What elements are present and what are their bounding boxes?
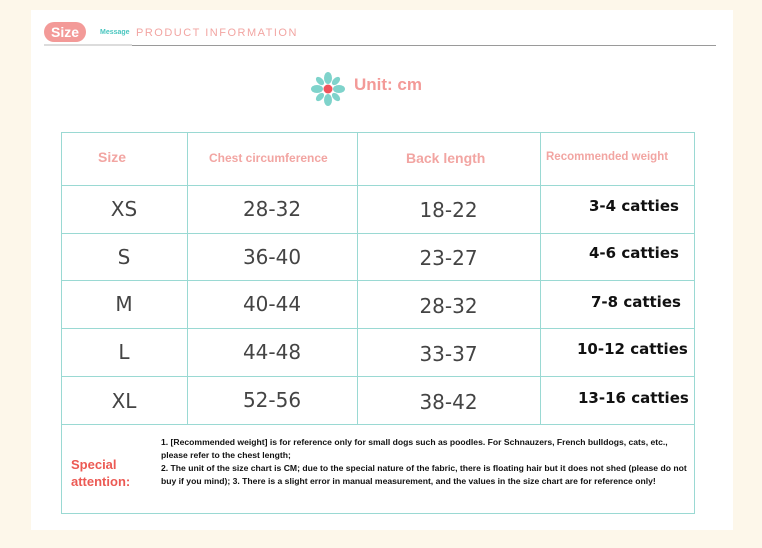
column-header-chest: Chest circumference: [209, 151, 328, 165]
table-cell-size: XL: [111, 389, 137, 413]
table-cell-weight: 10-12 catties: [577, 340, 688, 358]
table-cell-back: 28-32: [419, 294, 478, 318]
table-cell-chest: 52-56: [242, 388, 302, 412]
special-attention-line1: Special: [71, 457, 117, 472]
special-attention-label: [71, 456, 130, 490]
table-cell-chest: 36-40: [242, 245, 302, 269]
message-tag: Message: [100, 29, 130, 36]
row-divider: [61, 424, 695, 425]
column-header-back: Back length: [406, 150, 486, 166]
col-divider: [187, 132, 188, 425]
section-title: PRODUCT INFORMATION: [136, 27, 298, 39]
attention-note-1: 1. [Recommended weight] is for reference only for small dogs such as poodles. For Schnauzers, French bulldogs, cats, etc., please refer to the chest length;: [161, 437, 668, 460]
size-badge: Size: [44, 22, 86, 42]
table-cell-back: 18-22: [419, 198, 478, 222]
table-cell-back: 23-27: [419, 246, 478, 270]
col-divider: [357, 132, 358, 425]
column-header-weight: Recommended weight: [546, 151, 669, 163]
table-cell-weight: 13-16 catties: [578, 389, 689, 407]
col-divider: [540, 132, 541, 425]
special-attention-line2: attention:: [71, 474, 131, 489]
row-divider: [61, 376, 695, 377]
header-divider-accent: [44, 44, 132, 46]
table-cell-back: 33-37: [419, 342, 478, 366]
table-cell-weight: 7-8 catties: [591, 293, 681, 311]
flower-icon: [311, 72, 345, 106]
header-divider: [44, 45, 716, 46]
table-cell-weight: 3-4 catties: [589, 197, 679, 215]
table-cell-size: S: [117, 245, 131, 269]
column-header-size: Size: [98, 149, 127, 165]
row-divider: [61, 328, 695, 329]
table-cell-size: XS: [110, 197, 138, 221]
table-cell-weight: 4-6 catties: [589, 244, 679, 262]
attention-note-2: 2. The unit of the size chart is CM; due to the special nature of the fabric, there is floating hair but it does not shed (please do not buy if you mind); 3. There is a slight error in manual measurement, and the values in the size chart are for reference only!: [161, 463, 687, 486]
table-cell-chest: 40-44: [242, 292, 302, 316]
table-cell-size: M: [115, 292, 133, 316]
row-divider: [61, 233, 695, 234]
table-cell-chest: 28-32: [242, 197, 302, 221]
table-cell-back: 38-42: [419, 390, 478, 414]
row-divider: [61, 280, 695, 281]
table-cell-size: L: [118, 340, 130, 364]
unit-label: Unit: cm: [354, 75, 422, 94]
row-divider: [61, 185, 695, 186]
table-cell-chest: 44-48: [242, 340, 302, 364]
